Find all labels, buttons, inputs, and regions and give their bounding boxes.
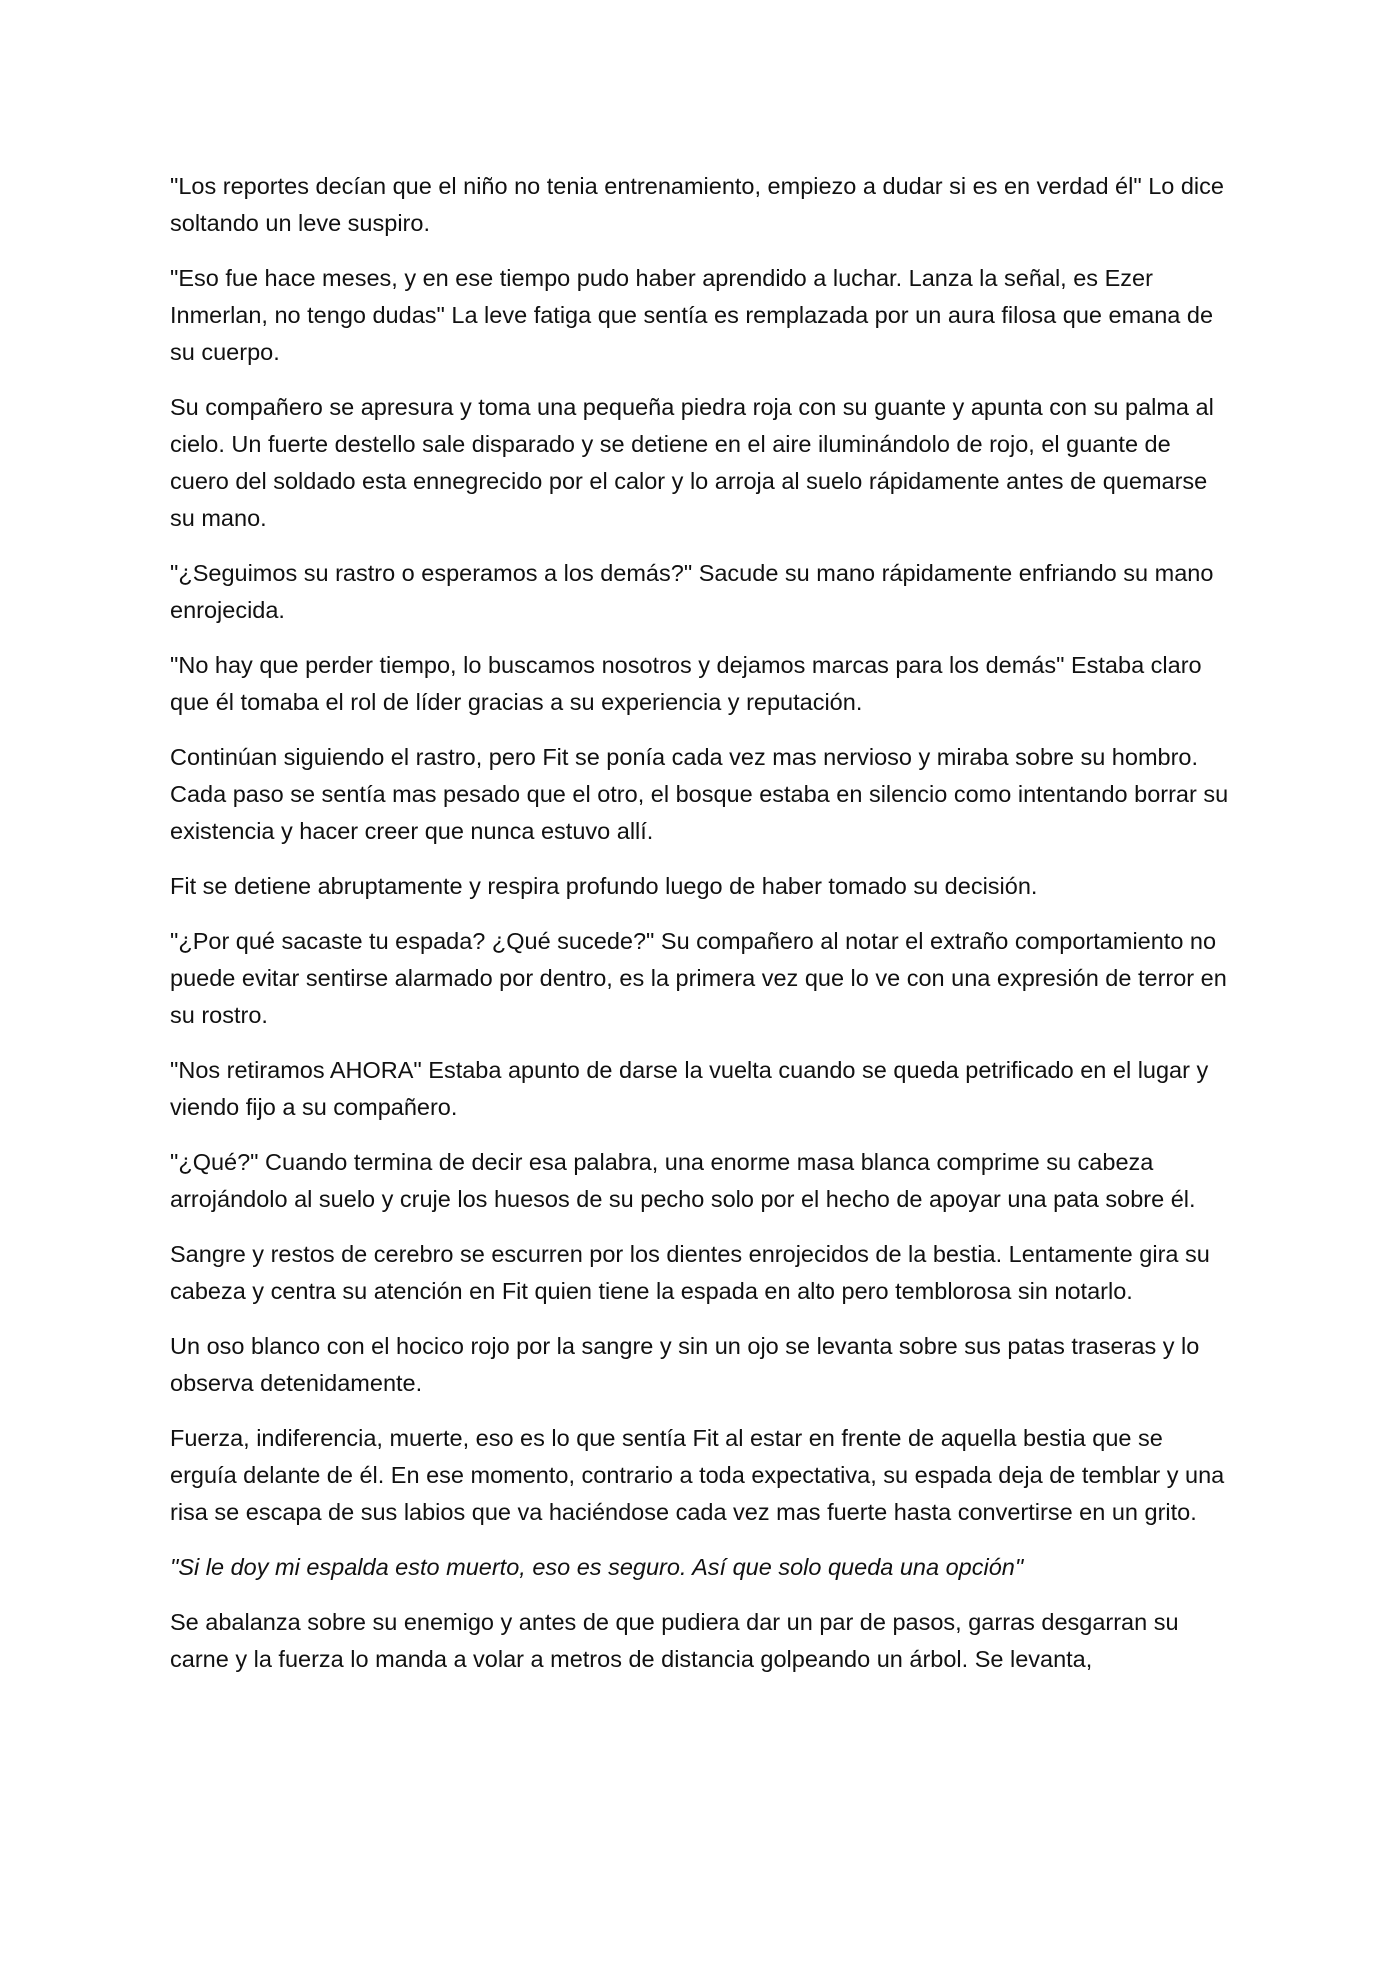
paragraph: Fuerza, indiferencia, muerte, eso es lo que sentía Fit al estar en frente de aquella bestia que se erguía delante de él. En ese momento, contrario a toda expectativa, su espada deja de temblar y una risa se escapa de sus labios que va haciéndose cada vez mas fuerte hasta convertirse en un grito. — [170, 1425, 1225, 1525]
paragraph: "¿Por qué sacaste tu espada? ¿Qué sucede?" Su compañero al notar el extraño comportamiento no puede evitar sentirse alarmado por dentro, es la primera vez que lo ve con una expresión de terror en su rostro. — [170, 928, 1227, 1028]
paragraph: "¿Qué?" Cuando termina de decir esa palabra, una enorme masa blanca comprime su cabeza arrojándolo al suelo y cruje los huesos de su pecho solo por el hecho de apoyar una pata sobre él. — [170, 1149, 1196, 1212]
paragraph: Fit se detiene abruptamente y respira profundo luego de haber tomado su decisión. — [170, 873, 1038, 899]
paragraph: Un oso blanco con el hocico rojo por la sangre y sin un ojo se levanta sobre sus patas traseras y lo observa detenidamente. — [170, 1333, 1200, 1396]
paragraph: "Nos retiramos AHORA" Estaba apunto de darse la vuelta cuando se queda petrificado en el lugar y viendo fijo a su compañero. — [170, 1057, 1209, 1120]
paragraph: Continúan siguiendo el rastro, pero Fit se ponía cada vez mas nervioso y miraba sobre su hombro. Cada paso se sentía mas pesado que el otro, el bosque estaba en silencio como intentando borrar su existencia y hacer creer que nunca estuvo allí. — [170, 744, 1229, 844]
paragraph: "Eso fue hace meses, y en ese tiempo pudo haber aprendido a luchar. Lanza la señal, es Ezer Inmerlan, no tengo dudas" La leve fatiga que sentía es remplazada por un aura filosa que emana de su cuerpo. — [170, 265, 1214, 365]
italic-thought-paragraph: "Si le doy mi espalda esto muerto, eso es seguro. Así que solo queda una opción" — [170, 1554, 1024, 1580]
paragraph: "Los reportes decían que el niño no tenia entrenamiento, empiezo a dudar si es en verdad él" Lo dice soltando un leve suspiro. — [170, 173, 1224, 236]
paragraph: Se abalanza sobre su enemigo y antes de que pudiera dar un par de pasos, garras desgarran su carne y la fuerza lo manda a volar a metros de distancia golpeando un árbol. Se levanta, — [170, 1609, 1179, 1672]
paragraph: Su compañero se apresura y toma una pequeña piedra roja con su guante y apunta con su palma al cielo. Un fuerte destello sale disparado y se detiene en el aire iluminándolo de rojo, el guante de cuero del soldado esta ennegrecido por el calor y lo arroja al suelo rápidamente antes de quemarse su mano. — [170, 394, 1214, 531]
paragraph: "¿Seguimos su rastro o esperamos a los demás?" Sacude su mano rápidamente enfriando su mano enrojecida. — [170, 560, 1214, 623]
paragraph: Sangre y restos de cerebro se escurren por los dientes enrojecidos de la bestia. Lentamente gira su cabeza y centra su atención en Fit quien tiene la espada en alto pero temblorosa sin notarlo. — [170, 1241, 1210, 1304]
paragraph: "No hay que perder tiempo, lo buscamos nosotros y dejamos marcas para los demás" Estaba claro que él tomaba el rol de líder gracias a su experiencia y reputación. — [170, 652, 1202, 715]
document-body — [170, 168, 1232, 1696]
